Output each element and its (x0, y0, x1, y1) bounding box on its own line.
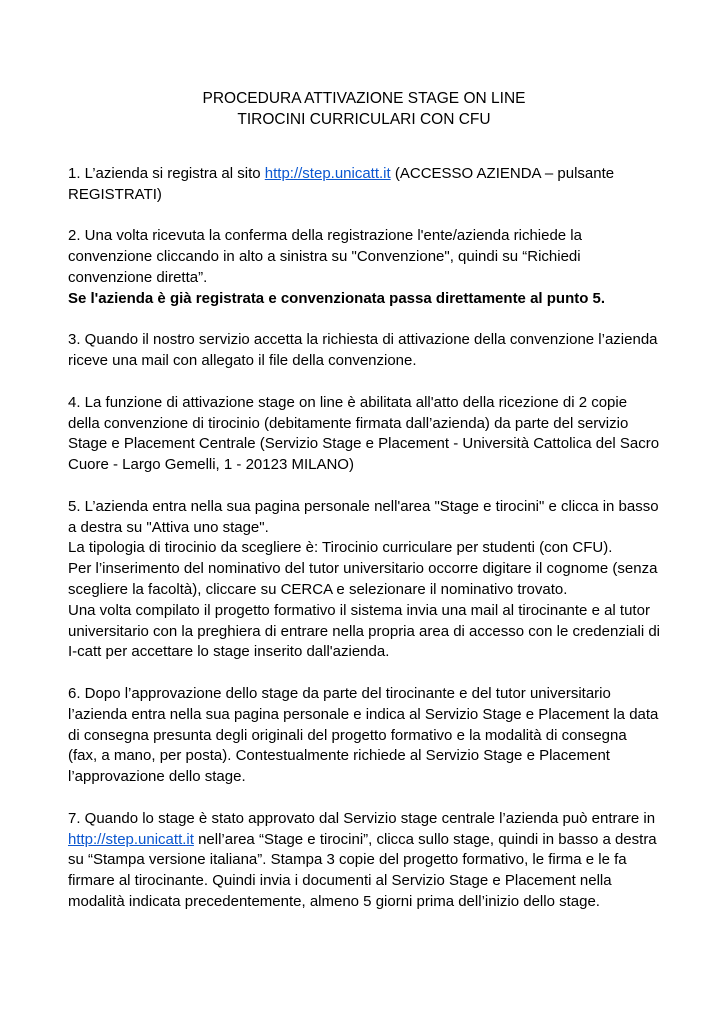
step-7 (68, 809, 660, 913)
step-1-text-before-link: 1. L’azienda si registra al sito (68, 165, 265, 182)
step-6-text: 6. Dopo l’approvazione dello stage da parte del tirocinante e del tutor universitario l’azienda entra nella sua pagina personale e indica al Servizio Stage e Placement la data di consegna presunta degli originali del progetto formativo e la modalità di consegna (fax, a mano, per posta). Contestualmente richiede al Servizio Stage e Placement l’approvazione dello stage. (68, 684, 659, 786)
step-7-text-before-link: 7. Quando lo stage è stato approvato dal Servizio stage centrale l’azienda può entrare in (68, 809, 656, 827)
title-line-2: TIROCINI CURRICULARI CON CFU (237, 111, 491, 128)
step-6 (68, 684, 660, 788)
step-7-link[interactable]: http://step.unicatt.it (68, 830, 194, 848)
step-1-text-after-link: (ACCESSO AZIENDA – pulsante REGISTRATI) (68, 165, 615, 203)
step-3 (68, 330, 660, 372)
step-5-text-4: Una volta compilato il progetto formativo il sistema invia una mail al tirocinante e al tutor universitario con la preghiera di entrare nella propria area di accesso con le credenziali di I-catt per accettare lo stage inserito dall'azienda. (68, 601, 660, 661)
title-line-1: PROCEDURA ATTIVAZIONE STAGE ON LINE (202, 90, 526, 107)
step-4-text: 4. La funzione di attivazione stage on line è abilitata all'atto della ricezione di 2 copie della convenzione di tirocinio (debitamente firmata dall’azienda) da parte del servizio Stage e Placement Centrale (Servizio Stage e Placement - Università Cattolica del Sacro Cuore - Largo Gemelli, 1 - 20123 MILANO) (68, 393, 660, 474)
step-5-text-2: La tipologia di tirocinio da scegliere è: Tirocinio curriculare per studenti (con CFU). (68, 539, 613, 557)
step-2-bold-note: Se l'azienda è già registrata e convenzionata passa direttamente al punto 5. (68, 289, 606, 307)
step-2-text: 2. Una volta ricevuta la conferma della registrazione l'ente/azienda richiede la convenzione cliccando in alto a sinistra su "Convenzione", quindi su “Richiedi convenzione diretta”. (68, 227, 582, 286)
step-4 (68, 393, 660, 476)
step-7-text-after-link: nell’area “Stage e tirocini”, clicca sullo stage, quindi in basso a destra su “Stampa versione italiana”. Stampa 3 copie del progetto formativo, le firma e le fa firmare al tirocinante. Quindi invia i documenti al Servizio Stage e Placement nella modalità indicata precedentemente, almeno 5 giorni prima dell’inizio dello stage. (68, 830, 657, 910)
step-3-text: 3. Quando il nostro servizio accetta la richiesta di attivazione della convenzione l’azienda riceve una mail con allegato il file della convenzione. (68, 331, 658, 370)
step-5 (68, 497, 660, 663)
step-5-text-3: Per l’inserimento del nominativo del tutor universitario occorre digitare il cognome (senza scegliere la facoltà), cliccare su CERCA e selezionare il nominativo trovato. (68, 560, 658, 598)
step-1-link[interactable]: http://step.unicatt.it (264, 165, 391, 182)
document-title (68, 88, 660, 130)
step-2 (68, 226, 660, 309)
step-5-text-1: 5. L’azienda entra nella sua pagina personale nell'area "Stage e tirocini" e clicca in basso a destra su "Attiva uno stage". (68, 497, 659, 536)
step-1 (68, 164, 660, 206)
document-page (68, 88, 660, 933)
